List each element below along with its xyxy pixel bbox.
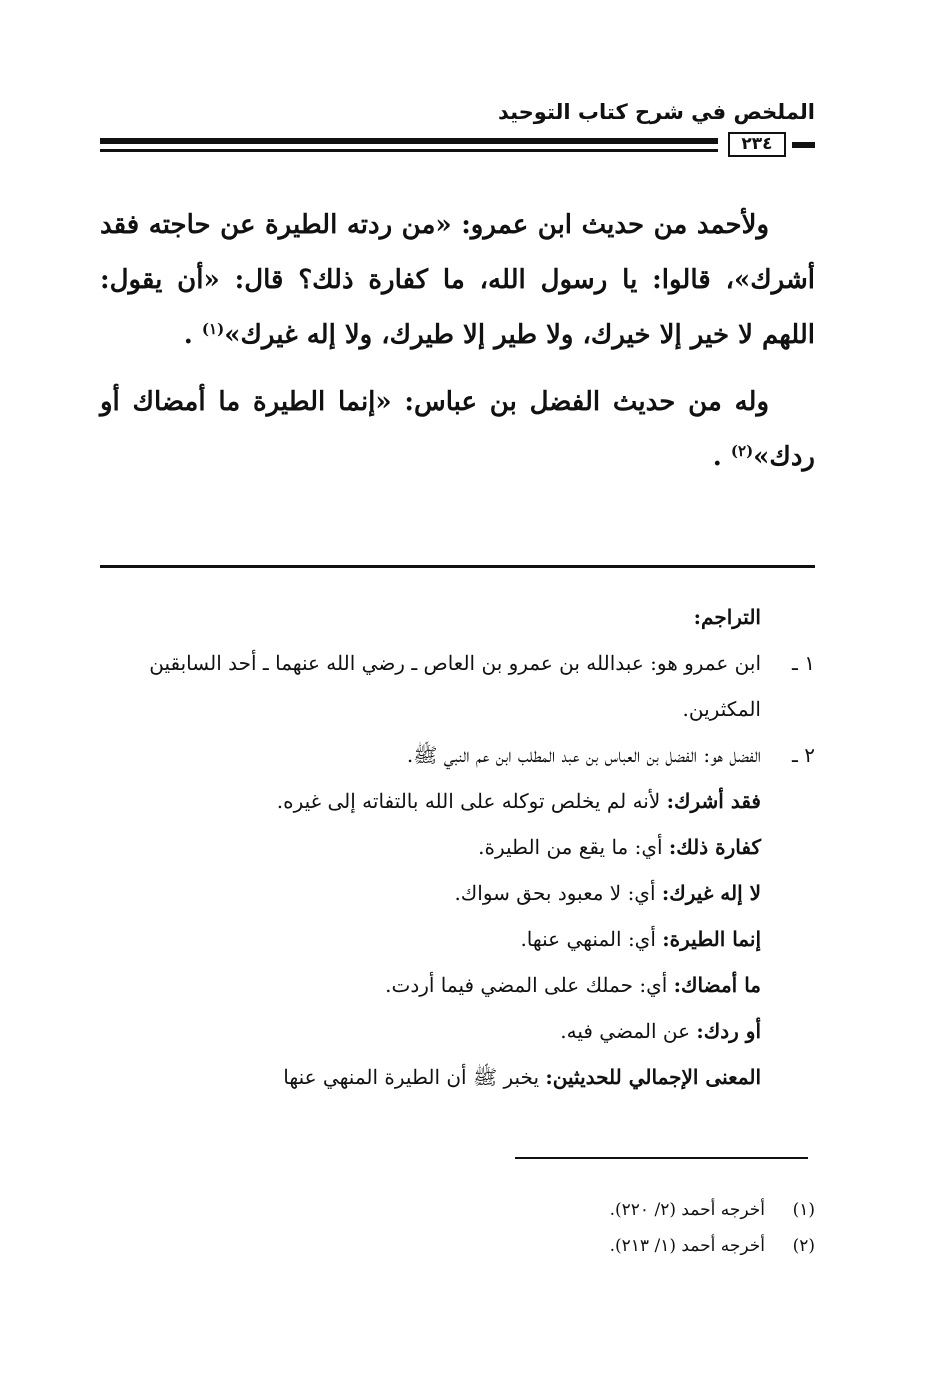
header-rule bbox=[100, 138, 718, 152]
biography-item bbox=[100, 732, 815, 778]
page-header bbox=[100, 96, 815, 160]
definition-line bbox=[100, 870, 815, 916]
definition-meaning: أي: المنهي عنها. bbox=[520, 927, 656, 951]
definition-line bbox=[100, 824, 815, 870]
glossary-heading: التراجم: bbox=[693, 605, 761, 629]
definition-term: لا إله غيرك: bbox=[661, 881, 761, 905]
definition-term: فقد أشرك: bbox=[666, 789, 761, 813]
item-number: ١ ـ bbox=[792, 651, 815, 675]
definition-meaning: عن المضي فيه. bbox=[560, 1019, 691, 1043]
footnote-2 bbox=[100, 1228, 815, 1264]
item-text: ابن عمرو هو: عبدالله بن عمرو بن العاص ـ رضي الله عنهما ـ أحد السابقين المكثرين. bbox=[149, 651, 761, 721]
paragraph-text: ولأحمد من حديث ابن عمرو: «من ردته الطيرة عن حاجته فقد أشرك»، قالوا: يا رسول الله، ما كفارة ذلك؟ قال: «أن يقول: اللهم لا خير إلا خيرك، ولا طير إلا طيرك، ولا إله غيرك» bbox=[100, 210, 815, 350]
footnotes bbox=[100, 1192, 815, 1264]
summary-line bbox=[100, 1054, 815, 1100]
summary-term: المعنى الإجمالي للحديثين: bbox=[545, 1065, 761, 1089]
item-text: الفضل هو: الفضل بن العباس بن عبد المطلب ابن عم النبي ﷺ. bbox=[406, 743, 761, 767]
book-title: الملخص في شرح كتاب التوحيد bbox=[497, 100, 815, 124]
definition-term: إنما الطيرة: bbox=[662, 927, 761, 951]
definition-meaning: لأنه لم يخلص توكله على الله بالتفاته إلى غيره. bbox=[276, 789, 661, 813]
footnote-text: أخرجه أحمد (٢/ ٢٢٠). bbox=[609, 1200, 765, 1220]
summary-meaning: يخبر ﷺ أن الطيرة المنهي عنها bbox=[283, 1065, 540, 1089]
paragraph-end: . bbox=[183, 320, 193, 350]
definition-line bbox=[100, 1008, 815, 1054]
definition-meaning: أي: حملك على المضي فيما أردت. bbox=[385, 973, 668, 997]
page-number: ٢٣٤ bbox=[728, 132, 786, 157]
footnote-ref-1[interactable]: (١) bbox=[201, 320, 225, 338]
definition-meaning: أي: ما يقع من الطيرة. bbox=[478, 835, 663, 859]
definition-line bbox=[100, 962, 815, 1008]
item-number: ٢ ـ bbox=[792, 743, 815, 767]
footnote-1 bbox=[100, 1192, 815, 1228]
definition-term: كفارة ذلك: bbox=[668, 835, 761, 859]
header-end-bar bbox=[792, 142, 815, 148]
main-text bbox=[100, 198, 815, 497]
paragraph-end: . bbox=[712, 442, 722, 472]
paragraph-text: وله من حديث الفضل بن عباس: «إنما الطيرة ما أمضاك أو ردك» bbox=[100, 387, 815, 472]
definition-line bbox=[100, 778, 815, 824]
biography-item bbox=[100, 640, 815, 732]
glossary-section bbox=[100, 594, 815, 1100]
definition-line bbox=[100, 916, 815, 962]
footnote-mark: (١) bbox=[792, 1200, 815, 1220]
paragraph-hadith-fadl bbox=[100, 375, 815, 485]
footnote-ref-2[interactable]: (٢) bbox=[730, 442, 754, 460]
definition-term: ما أمضاك: bbox=[673, 973, 761, 997]
paragraph-hadith-ahmad bbox=[100, 198, 815, 363]
footnote-divider bbox=[515, 1157, 808, 1159]
footnote-mark: (٢) bbox=[792, 1236, 815, 1256]
section-divider bbox=[100, 565, 815, 568]
definition-term: أو ردك: bbox=[696, 1019, 761, 1043]
definition-meaning: أي: لا معبود بحق سواك. bbox=[454, 881, 656, 905]
footnote-text: أخرجه أحمد (١/ ٢١٣). bbox=[609, 1236, 765, 1256]
